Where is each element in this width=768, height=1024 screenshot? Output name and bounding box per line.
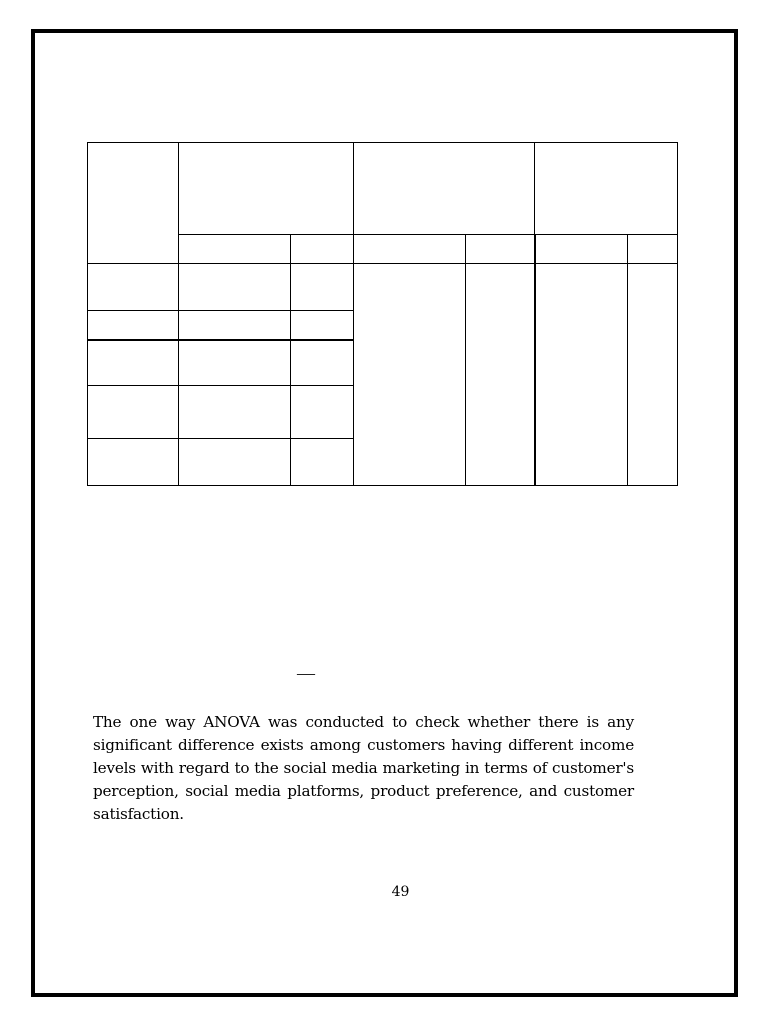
table-cell bbox=[87, 385, 179, 439]
table-subheader-cell bbox=[178, 234, 291, 264]
table-merged-cell bbox=[534, 263, 628, 486]
table-merged-cell bbox=[353, 263, 466, 486]
table-cell bbox=[290, 385, 354, 439]
table-cell bbox=[290, 438, 354, 486]
table-cell bbox=[290, 339, 354, 386]
table-cell bbox=[178, 310, 291, 340]
table-cell bbox=[87, 438, 179, 486]
table-subheader-cell bbox=[465, 234, 536, 264]
table-cell bbox=[290, 263, 354, 311]
table-cell bbox=[178, 438, 291, 486]
table-merged-cell bbox=[465, 263, 536, 486]
table-cell bbox=[87, 339, 179, 386]
table-cell bbox=[178, 263, 291, 311]
table-merged-cell bbox=[627, 263, 678, 486]
empty-anova-table bbox=[88, 143, 679, 487]
table-cell bbox=[178, 385, 291, 439]
table-header-cell bbox=[353, 142, 535, 235]
table-cell bbox=[87, 310, 179, 340]
table-subheader-cell bbox=[627, 234, 678, 264]
table-header-cell bbox=[534, 142, 678, 235]
table-cell bbox=[87, 263, 179, 311]
separator-dash: — bbox=[297, 663, 315, 683]
page-number: 49 bbox=[391, 884, 410, 900]
table-subheader-cell bbox=[290, 234, 354, 264]
table-subheader-cell bbox=[534, 234, 628, 264]
table-header-cell bbox=[87, 142, 179, 264]
table-cell bbox=[290, 310, 354, 340]
body-paragraph: The one way ANOVA was conducted to check whether there is any significant difference exists among customers having different income levels with regard to the social media marketing in terms of customer's perception, social media platforms, product preference, and customer satisfaction. bbox=[93, 713, 634, 823]
table-header-cell bbox=[178, 142, 354, 235]
table-cell bbox=[178, 339, 291, 386]
table-subheader-cell bbox=[353, 234, 466, 264]
